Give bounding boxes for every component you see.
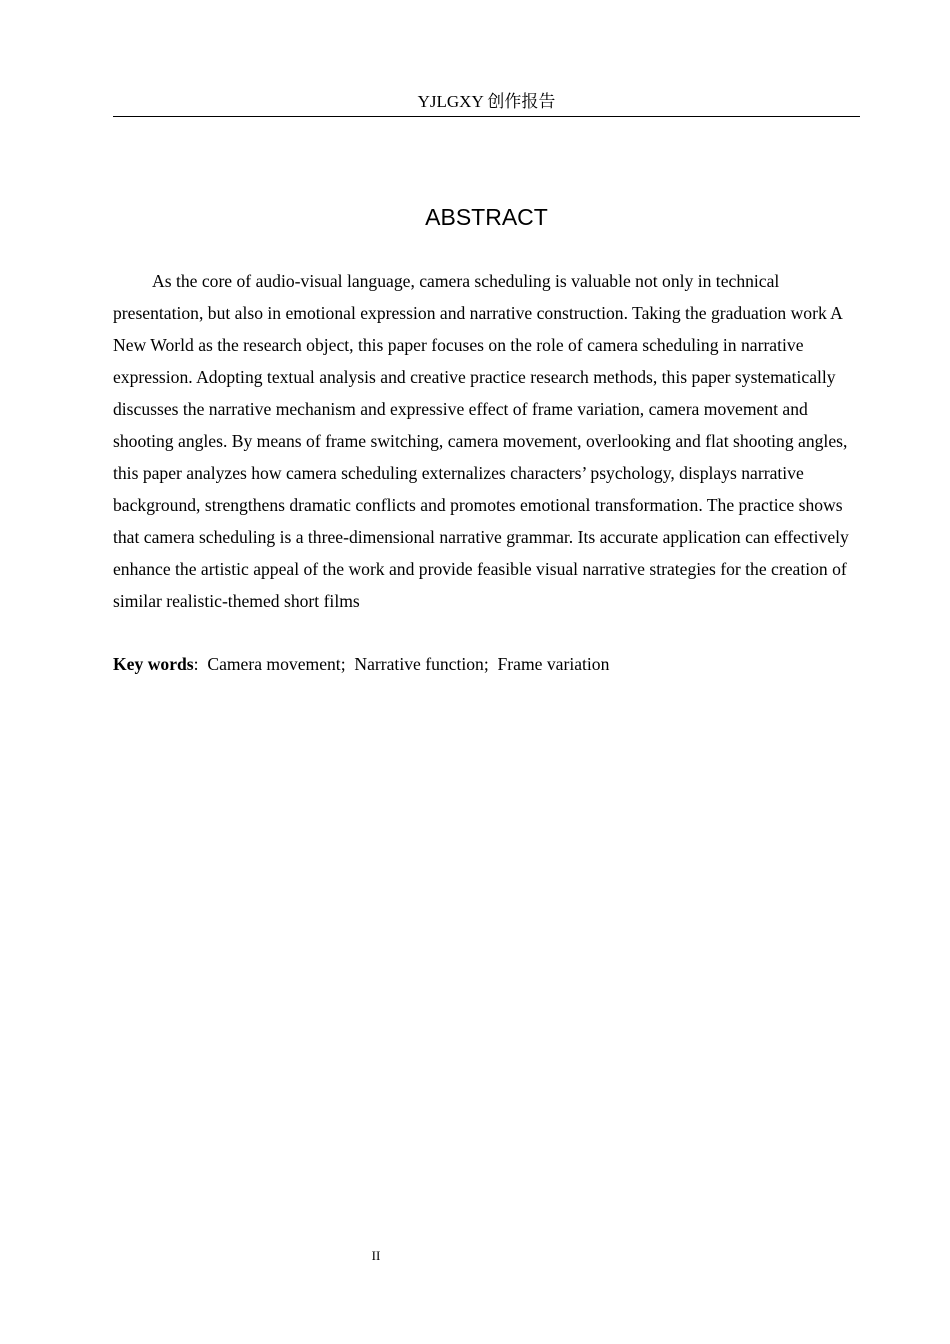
- abstract-body: As the core of audio-visual language, camera scheduling is valuable not only in technical presentation, but also in emotional expression and narrative construction. Taking the graduation work A New World as the research object, this paper focuses on the role of camera scheduling in narrative expression. Adopting textual analysis and creative practice research methods, this paper systematically discusses the narrative mechanism and expressive effect of frame variation, camera movement and shooting angles. By means of frame switching, camera movement, overlooking and flat shooting angles, this paper analyzes how camera scheduling externalizes characters’ psychology, displays narrative background, strengthens dramatic conflicts and promotes emotional transformation. The practice shows that camera scheduling is a three-dimensional narrative grammar. Its accurate application can effectively enhance the artistic appeal of the work and provide feasible visual narrative strategies for the creation of similar realistic-themed short films: [113, 271, 849, 611]
- header-text: YJLGXY 创作报告: [417, 92, 556, 111]
- keywords-line: [113, 648, 860, 680]
- keywords-separator: :: [193, 654, 208, 674]
- page-number: II: [371, 1248, 381, 1263]
- keywords-label: Key words: [113, 654, 194, 674]
- keywords-items: Camera movement; Narrative function; Frame variation: [207, 654, 610, 674]
- page-header: [113, 90, 860, 117]
- abstract-title: ABSTRACT: [425, 204, 548, 230]
